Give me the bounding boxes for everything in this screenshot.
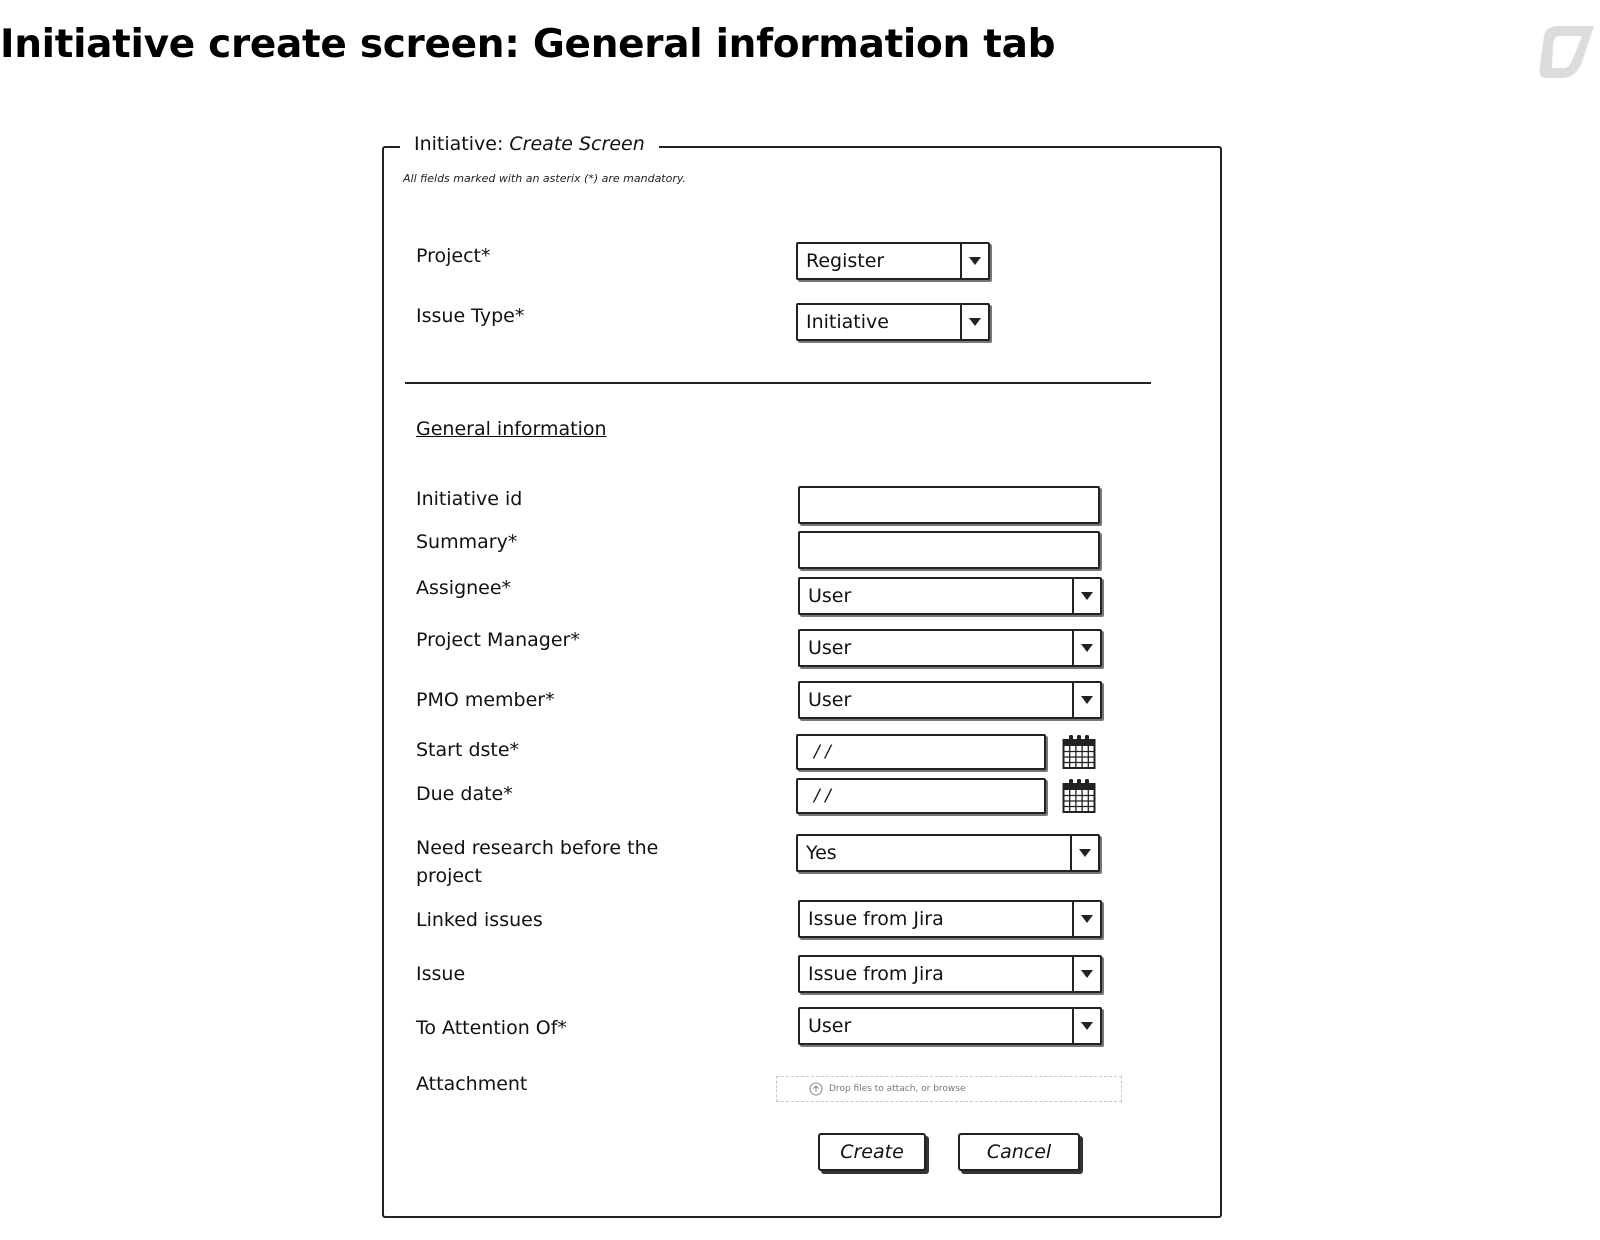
need-research-label: Need research before the project (416, 837, 659, 887)
initiative-id-input[interactable] (798, 486, 1100, 524)
start-date-label: Start dste* (416, 739, 520, 761)
dialog-title (400, 128, 659, 160)
due-date-value: / / (814, 786, 831, 806)
chevron-down-icon[interactable] (1072, 1009, 1100, 1043)
upload-icon (809, 1082, 823, 1096)
assignee-label: Assignee* (416, 577, 512, 599)
brand-logo (1536, 22, 1596, 80)
pmo-member-select[interactable] (798, 681, 1102, 719)
pmo-member-select-value: User (808, 689, 852, 711)
linked-issues-label: Linked issues (416, 909, 543, 931)
start-date-input[interactable] (796, 734, 1046, 770)
attachment-dropzone[interactable] (776, 1076, 1122, 1102)
chevron-down-icon[interactable] (1072, 902, 1100, 936)
attachment-label: Attachment (416, 1073, 528, 1095)
issue-type-label: Issue Type* (416, 305, 525, 327)
section-heading-general-information: General information (416, 418, 607, 440)
chevron-down-icon[interactable] (1072, 957, 1100, 991)
need-research-select[interactable] (796, 834, 1100, 872)
project-select[interactable] (796, 242, 990, 280)
project-manager-select[interactable] (798, 629, 1102, 667)
to-attention-of-label: To Attention Of* (416, 1017, 567, 1039)
chevron-down-icon[interactable] (960, 305, 988, 339)
due-date-label: Due date* (416, 783, 513, 805)
project-manager-select-value: User (808, 637, 852, 659)
linked-issues-select-value: Issue from Jira (808, 908, 944, 930)
issue-type-select-value: Initiative (806, 311, 889, 333)
dialog-title-prefix: Initiative: (414, 133, 510, 155)
page-heading: Initiative create screen: General information tab (0, 22, 1056, 67)
calendar-icon[interactable] (1062, 778, 1096, 814)
to-attention-of-select[interactable] (798, 1007, 1102, 1045)
pmo-member-label: PMO member* (416, 689, 555, 711)
project-manager-label: Project Manager* (416, 629, 580, 651)
assignee-select-value: User (808, 585, 852, 607)
create-button[interactable]: Create (818, 1133, 926, 1171)
issue-select[interactable] (798, 955, 1102, 993)
issue-select-value: Issue from Jira (808, 963, 944, 985)
need-research-select-value: Yes (806, 842, 837, 864)
linked-issues-select[interactable] (798, 900, 1102, 938)
summary-input[interactable] (798, 531, 1100, 569)
dropzone-text: Drop files to attach, or browse (829, 1084, 966, 1094)
due-date-input[interactable] (796, 778, 1046, 814)
section-divider (405, 382, 1151, 384)
dialog-title-emphasis: Create Screen (509, 133, 645, 155)
chevron-down-icon[interactable] (1072, 631, 1100, 665)
issue-label: Issue (416, 963, 466, 985)
project-select-value: Register (806, 250, 885, 272)
assignee-select[interactable] (798, 577, 1102, 615)
chevron-down-icon[interactable] (960, 244, 988, 278)
cancel-button[interactable]: Cancel (958, 1133, 1080, 1171)
to-attention-of-select-value: User (808, 1015, 852, 1037)
summary-label: Summary* (416, 531, 518, 553)
chevron-down-icon[interactable] (1070, 836, 1098, 870)
chevron-down-icon[interactable] (1072, 683, 1100, 717)
initiative-id-label: Initiative id (416, 488, 523, 510)
start-date-value: / / (814, 742, 831, 762)
chevron-down-icon[interactable] (1072, 579, 1100, 613)
mandatory-note: All fields marked with an asterix (*) are mandatory. (403, 172, 687, 185)
issue-type-select[interactable] (796, 303, 990, 341)
calendar-icon[interactable] (1062, 734, 1096, 770)
project-label: Project* (416, 245, 491, 267)
